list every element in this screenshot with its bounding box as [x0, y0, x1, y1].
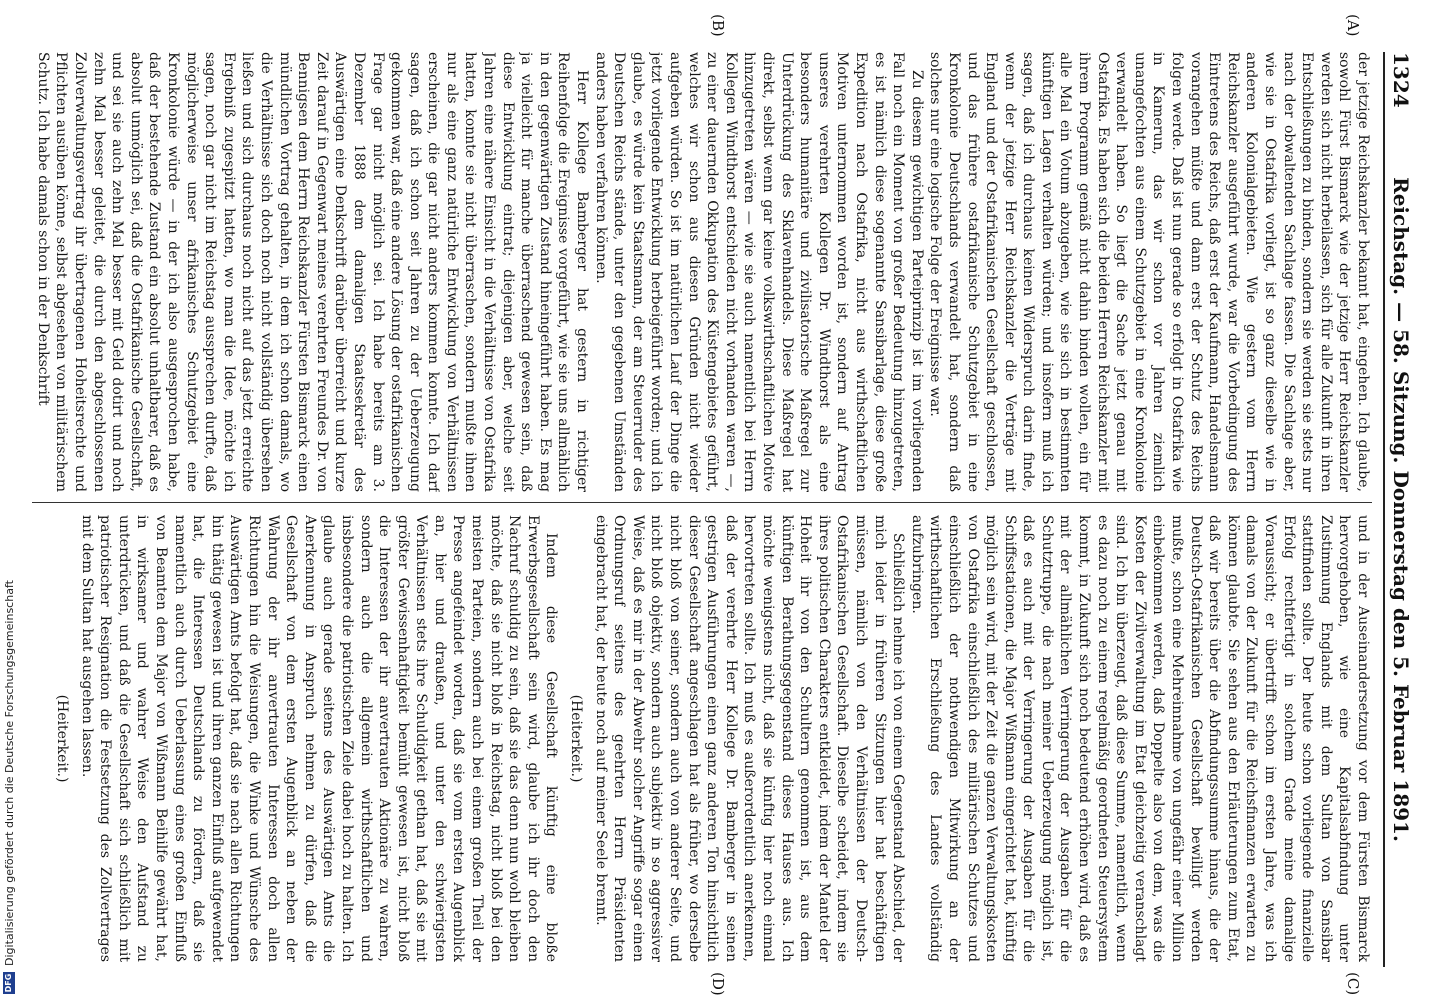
paragraph: Herr Kollege Bamberger hat gestern in richtiger Reihenfolge die Ereignisse vorgeführt, wie sie uns allmählich in den gegenwärtigen Zustand hineingeführt haben. Es mag ja vielleicht für manche überraschend gewesen sein, daß diese Entwicklung eintrat; diejenigen aber, welche seit Jahren eine nähere Einsicht in die Verhältnisse von Ostafrika hatten, konnte sie nicht überraschen, sondern mußte ihnen nur als eine ganz natürliche Entwicklung von Verhältnissen erscheinen, die gar nicht anders kommen konnte. Ich darf sagen, daß ich schon seit Jahren zu der Ueberzeugung gekommen war, daß eine andere Lösung der ostafrikanischen Frage gar nicht möglich sei. Ich habe bereits am 3. Dezember 1888 dem damaligen Staatssekretär des Auswärtigen eine Denkschrift darüber überreicht und kurze Zeit darauf in Gegenwart meines verehrten Freundes Dr. von Bennigsen dem Herrn Reichskanzler Fürsten Bismarck einen mündlichen Vortrag gehalten, in dem ich schon damals, wo die Verhältnisse sich doch noch nicht vollständig übersehen ließen und sich durchaus noch nicht auf das jetzt erreichte Ergebniß zugespitzt hatten, wo man die Idee, möchte ich sagen, noch gar nicht im Reichstag aussprechen durfte, daß möglicherweise unser afrikanisches Schutzgebiet eine Kronkolonie würde — in der ich also ausgesprochen habe, daß der bestehende Zustand ein absolut unhaltbarer, daß es absolut unmöglich sei, daß die Ostafrikanische Gesellschaft, und sei sie auch zehn Mal besser mit Geld dotirt und noch zehn Mal besser geleitet, die durch den abgeschlossenen Zollverwaltungsvertrag ihr übertragenen Hoheitsrechte und Pflichten ausüben könne, selbst abgesehen von militärischem Schutz. Ich habe damals schon in der Denkschrift	[34, 52, 591, 492]
interjection: (Heiterkeit.)	[568, 694, 585, 783]
margin-marker-d: (D)	[709, 972, 727, 996]
dfg-logo-icon: DFG	[4, 973, 13, 993]
digitization-credit	[0, 0, 18, 1000]
paragraph: der jetzige Reichskanzler bekannt hat, eingehen. Ich glaube, sowohl Fürst Bismarck wie der jetzige Herr Reichskanzler werden sich nicht herbeilassen, sich für alle Zukunft in ihren Entschließungen zu binden, sondern sie werden sie stets nur nach der obwaltenden Sachlage fassen. Die Sachlage aber, wie sie in Ostafrika vorliegt, ist so ganz dieselbe wie in anderen Kolonialgebieten. Wie gestern vom Herrn Reichskanzler ausgeführt wurde, war die Vorbedingung des Eintretens des Reichs, daß erst der Kaufmann, Handelsmann vorangehen müßte und dann erst der Schutz des Reichs folgen werde. Daß ist nun gerade so erfolgt in Ostafrika wie in Kamerun, das wir schon vor Jahren ziemlich unangefochten aus einem Schutzgebiet in eine Kronkolonie verwandelt haben. So liegt die Sache jetzt genau mit Ostafrika. Es haben sich die beiden Herren Reichskanzler mit ihrem Programm gemäß nicht dahin binden wollen, ein für alle Mal ein Votum abzugeben, wie sie sich in bestimmten künftigen Lagen verhalten würden; und insofern muß ich sagen, daß ich durchaus keinen Widerspruch darin finde, wenn der jetzige Herr Reichskanzler die Verträge mit England und der Ostafrikanischen Gesellschaft geschlossen, und das frühere ostafrikanische Schutzgebiet in eine Kronkolonie Deutschlands verwandelt hat, sondern daß solches nur eine logische Folge der Ereignisse war.	[927, 52, 1371, 492]
running-title: Reichstag. — 58. Sitzung. Donnerstag den 5. Februar 1891.	[1389, 177, 1413, 842]
paragraph: und in der Auseinandersetzung vor dem Fürsten Bismarck hervorgehoben, wie eine Kapitalsabfindung unter Zustimmung Englands mit dem Sultan von Sansibar stattfinden sollte. Der heute schon vorliegende finanzielle Erfolg rechtfertigt in solchem Grade meine damalige Voraussicht; er übertrifft schon im ersten Jahre, was ich damals von der Zukunft für die Reichsfinanzen erwarten zu können glaubte. Sie sehen aus den Erläuterungen zum Etat, daß wir bereits über die Abfindungssumme hinaus, die der Deutsch-Ostafrikanischen Gesellschaft bewilligt werden mußte, schon eine Mehreinnahme von ungefähr einer Million einbekommen werden, daß Doppelte also von dem, was die Kosten der Zivilverwaltung im Etat gleichzeitig veranschlagt sind. Ich bin überzeugt, daß diese Summe, namentlich, wenn es dazu noch zu einem regelmäßig geordneten Steuersystem kommt, in Zukunft sich noch bedeutend erhöhen wird, daß es mit der allmählichen Verringerung der Ausgaben für die Schutztruppe, die nach meiner Ueberzeugung möglich ist, daß es auch mit der Verringerung der Ausgaben für die Schiffsstationen, die Major Wißmann eingerichtet hat, künftig möglich sein wird, mit der Zeit die ganzen Verwaltungskosten von Ostafrika einschließlich des militärischen Schutzes und einschließlich der nothwendigen Mitwirkung an der wirthschaftlichen Erschließung des Landes vollständig aufzubringen.	[908, 515, 1371, 962]
paragraph: Zu diesem gewichtigen Parteiprinzip ist im vorliegenden Fall noch ein Moment von großer Bedeutung hinzugetreten, es ist nämlich diese sogenannte Sansibarlage, diese große Expedition nach Ostafrika, nicht aus wirthschaftlichen Motiven unternommen worden ist, sondern auf Antrag unseres verehrten Kollegen Dr. Windthorst als eine besonders humanitäre und zivilisatorische Maßregel zur Unterdrückung des Sklavenhandels. Diese Maßregel hat direkt, selbst wenn gar keine volkswirthschaftlichen Motive hinzugetreten wären — wie sie auch namentlich bei Herrn Kollegen Windthorst entschieden nicht vorhanden waren —, zu einer dauernden Okkupation des Küstengebietes geführt, welches wir schon aus diesen Gründen nicht wieder aufgeben würden. So ist im natürlichen Lauf der Dinge die jetzt vorliegende Entwicklung herbeigeführt worden; und ich glaube, es würde kein Staatsmann, der am Steuerruder des Deutschen Reichs stände, unter den gegebenen Umständen anders haben verfahren können.	[592, 52, 925, 492]
margin-marker-a: (A)	[1344, 14, 1362, 37]
paragraph: Indem diese Gesellschaft künftig eine bloße Erwerbsgesellschaft sein wird, glaube ich ihr doch den Nachruf schuldig zu sein, daß sie das denn nun wohl bleiben möchte, daß sie nicht bloß in Reichstag, nicht bloß bei den meisten Parteien, sondern auch bei einem großen Theil der Presse angefeindet worden, daß sie vom ersten Augenblick an, hier und draußen, und unter den schwierigsten Verhältnissen stets ihre Schuldigkeit gethan hat, daß sie mit größter Gewissenhaftigkeit bemüht gewesen ist, nicht bloß die Interessen der ihr anvertrauten Aktionäre zu wahren, sondern auch die allgemein wirthschaftlichen und insbesondere die patriotischen Ziele dabei hoch zu halten. Ich glaube auch gerade seitens des Auswärtigen Amts die Anerkennung in Anspruch nehmen zu dürfen, daß die Gesellschaft von dem ersten Augenblick an neben der Wahrung der ihr anvertrauten Interessen doch allen Richtungen hin die Weisungen, die Winke und Wünsche des Auswärtigen Amts befolgt hat, daß sie nach allen Richtungen hin thätig gewesen ist und ihren ganzen Einfluß aufgewendet hat, die Interessen Deutschlands zu fördern, daß sie namentlich auch durch Ueberlassung eines großen Einfluß von Beamten dem Major von Wißmann Beihilfe gewährt hat, in wirksamer und wahrer Weise den Aufstand zu unterdrücken, und daß die Gesellschaft sich schließlich mit patriotischer Resignation die Festsetzung des Zollvertrages mit dem Sultan hat ausgehen lassen.	[78, 515, 560, 962]
margin-marker-c: (C)	[1344, 972, 1362, 996]
paragraph: Schließlich nehme ich von einem Gegenstand Abschied, der mich leider in früheren Sitzungen hier hat beschäftigen müssen, nämlich von den Verhältnissen der Deutsch-Ostafrikanischen Gesellschaft. Dieselbe scheidet, indem sie ihres politischen Charakters entkleidet, indem der Mantel der Hoheit ihr von den Schultern genommen ist, aus dem künftigen Berathungsgegenstand dieses Hauses aus. Ich möchte wenigstens nicht, daß sie künftig hier noch einmal hervortreten sollte. Ich muß es außerordentlich anerkennen, daß der verehrte Herr Kollege Dr. Bamberger in seinen gestrigen Ausführungen einen ganz anderen Ton hinsichtlich dieser Gesellschaft angeschlagen hat als früher, wo derselbe nicht bloß von seiner, sondern auch von anderer Seite, und nicht bloß objektiv, sondern auch subjektiv in so aggressiver Weise, daß es mir in der Abwehr solcher Angriffe sogar einen Ordnungsruf seitens des geehrten Herrn Präsidenten eingebracht hat, der heute noch auf meiner Seele brennt.	[592, 515, 907, 962]
margin-marker-b: (B)	[709, 14, 727, 37]
page-header	[1383, 52, 1417, 967]
right-column	[27, 515, 1372, 962]
page-number: 1324	[1389, 52, 1413, 108]
left-column	[27, 52, 1372, 492]
interjection: (Heiterkeit.)	[54, 694, 71, 783]
column-divider	[32, 502, 1372, 503]
credit-text: Digitalisierung gefördert durch die Deutsche Forschungsgemeinschaft	[2, 580, 16, 966]
